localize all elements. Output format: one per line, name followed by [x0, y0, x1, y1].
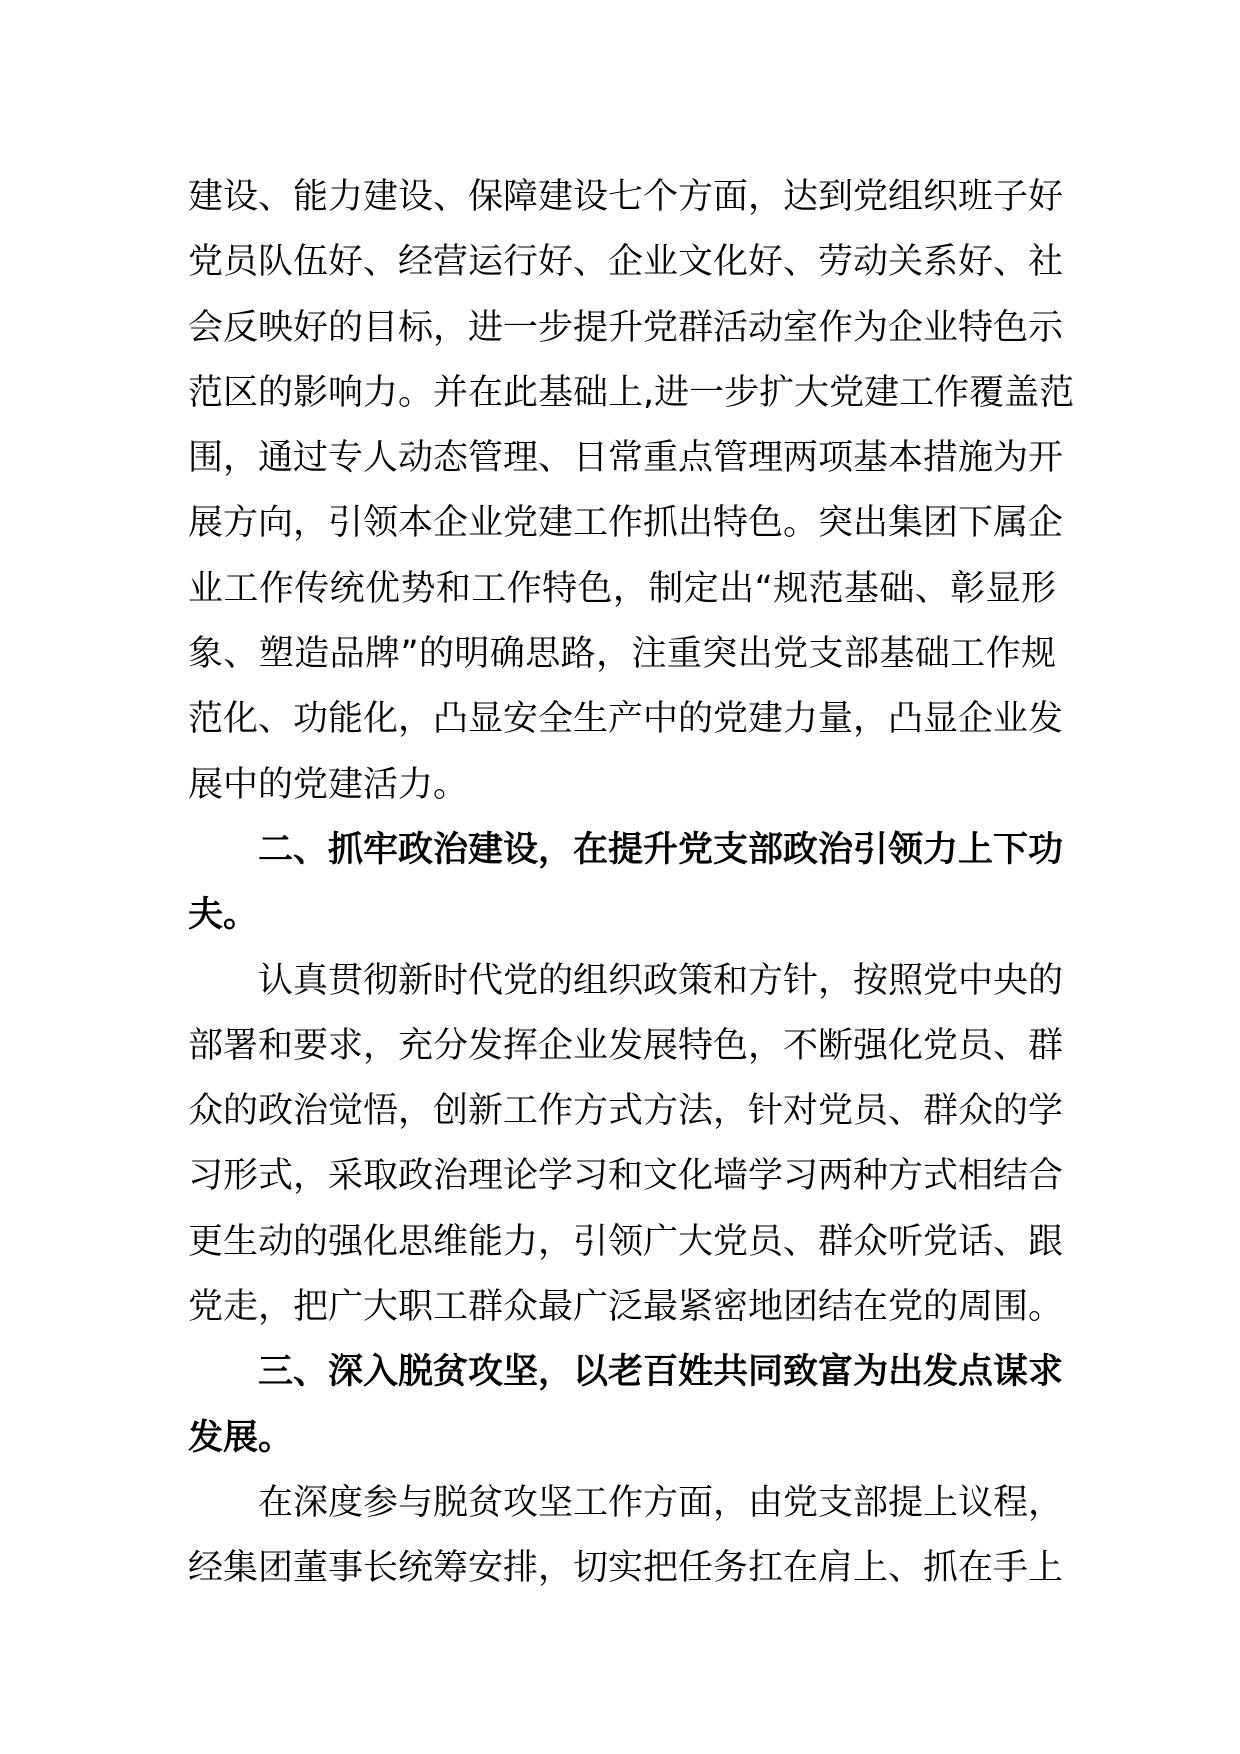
section-heading: 发展。 — [188, 1417, 294, 1458]
body-text-line: 业工作传统优势和工作特色，制定出“规范基础、彰显形 — [188, 568, 1056, 609]
body-text-line: 经集团董事长统筹安排，切实把任务扛在肩上、抓在手上 — [188, 1548, 1064, 1589]
body-text-line: 会反映好的目标，进一步提升党群活动室作为企业特色示 — [188, 307, 1064, 348]
body-text-line: 建设、能力建设、保障建设七个方面，达到党组织班子好 — [188, 177, 1064, 217]
body-text-line: 在深度参与脱贫攻坚工作方面，由党支部提上议程， — [258, 1482, 1064, 1523]
body-text-line: 更生动的强化思维能力，引领广大党员、群众听党话、跟 — [188, 1221, 1064, 1262]
body-text-line: 范化、功能化，凸显安全生产中的党建力量，凸显企业发 — [188, 699, 1064, 740]
section-heading: 夫。 — [188, 895, 259, 936]
body-text-line: 围，通过专人动态管理、日常重点管理两项基本措施为开 — [188, 438, 1064, 479]
body-text-line: 展方向，引领本企业党建工作抓出特色。突出集团下属企 — [188, 503, 1064, 544]
body-text-line: 认真贯彻新时代党的组织政策和方针，按照党中央的 — [258, 960, 1064, 1001]
body-text-line: 展中的党建活力。 — [188, 764, 469, 805]
body-text-line: 象、塑造品牌”的明确思路，注重突出党支部基础工作规 — [188, 634, 1056, 675]
section-heading: 三、深入脱贫攻坚，以老百姓共同致富为出发点谋求 — [258, 1352, 1064, 1393]
body-text-line: 党员队伍好、经营运行好、企业文化好、劳动关系好、社 — [188, 242, 1064, 283]
document-page — [188, 165, 1075, 1602]
body-text-line: 范区的影响力。并在此基础上,进一步扩大党建工作覆盖范 — [188, 372, 1075, 413]
body-text-line: 党走，把广大职工群众最广泛最紧密地团结在党的周围。 — [188, 1287, 1064, 1328]
body-text-line: 习形式，采取政治理论学习和文化墙学习两种方式相结合 — [188, 1156, 1064, 1197]
body-text-line: 众的政治觉悟，创新工作方式方法，针对党员、群众的学 — [188, 1091, 1064, 1132]
section-heading: 二、抓牢政治建设，在提升党支部政治引领力上下功 — [258, 829, 1064, 870]
body-text-line: 部署和要求，充分发挥企业发展特色，不断强化党员、群 — [188, 1025, 1064, 1066]
